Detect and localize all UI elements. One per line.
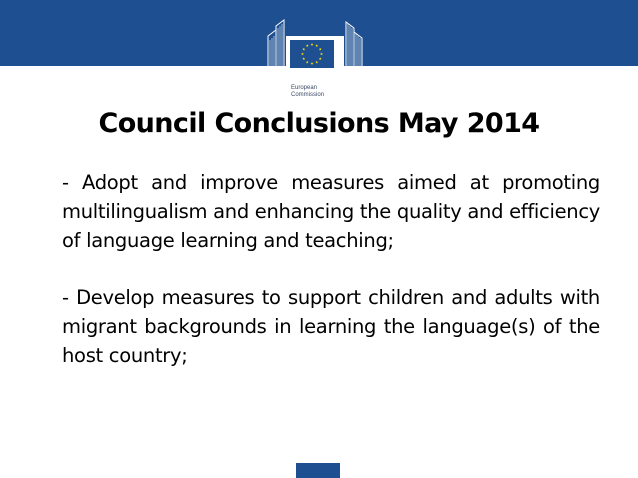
logo-line-2: Commission xyxy=(291,92,325,98)
slide-title: Council Conclusions May 2014 xyxy=(98,108,540,139)
logo-line-1: European xyxy=(291,85,318,91)
footer-mark xyxy=(296,463,340,478)
bullet-item: - Adopt and improve measures aimed at promoting multilingualism and enhancing the quality and efficiency of language learning and teaching; xyxy=(62,171,600,252)
logo-text xyxy=(291,85,324,99)
bullet-list xyxy=(62,168,600,398)
bullet-item: - Develop measures to support children and adults with migrant backgrounds in learning the language(s) of the host country; xyxy=(62,286,600,367)
european-commission-logo xyxy=(262,14,372,98)
berlaymont-building-icon xyxy=(262,14,372,84)
